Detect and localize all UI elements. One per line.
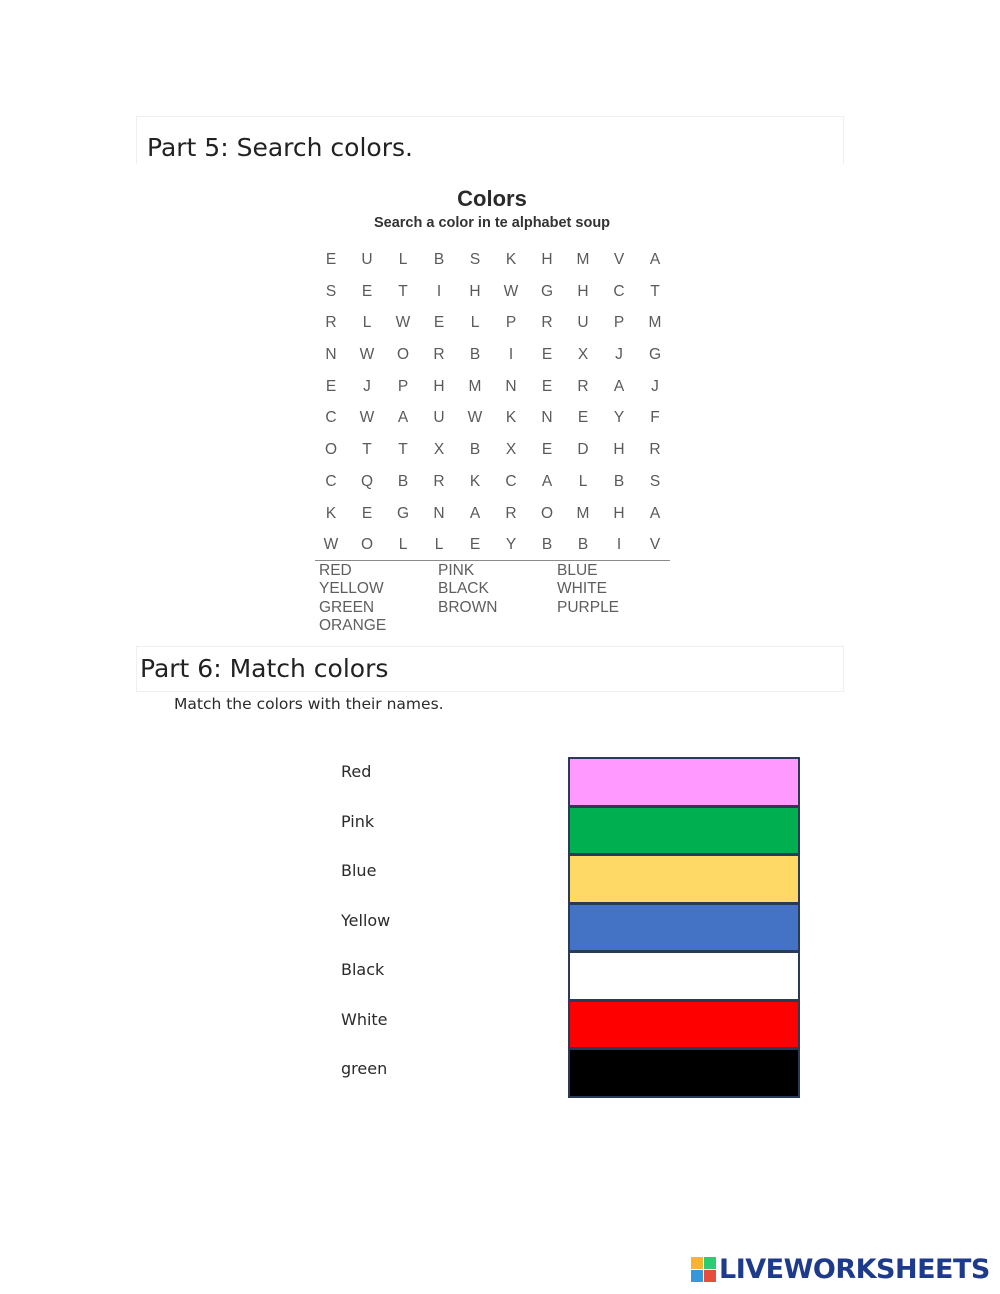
color-swatch[interactable] <box>568 757 800 807</box>
grid-letter: L <box>398 536 408 554</box>
grid-row <box>313 531 673 563</box>
grid-letter: K <box>325 504 337 522</box>
grid-letter: W <box>359 409 375 427</box>
grid-row <box>313 436 673 468</box>
color-name-blue[interactable]: Blue <box>341 861 377 880</box>
color-name-green[interactable]: green <box>341 1059 388 1078</box>
grid-letter: P <box>397 377 409 395</box>
liveworksheets-logo-icon <box>691 1257 717 1283</box>
grid-letter: T <box>362 441 372 459</box>
grid-letter: I <box>436 282 442 300</box>
wordsearch-title: Colors <box>457 186 527 211</box>
grid-letter: T <box>398 441 408 459</box>
grid-letter: L <box>398 251 408 268</box>
grid-letter: A <box>649 504 661 522</box>
word-item: ORANGE <box>319 616 387 634</box>
grid-letter: E <box>361 504 373 522</box>
word-item: PURPLE <box>557 598 620 616</box>
grid-letter: L <box>362 314 372 332</box>
grid-letter: H <box>613 441 625 459</box>
grid-letter: P <box>613 314 625 332</box>
grid-letter: S <box>325 282 337 300</box>
grid-row <box>313 278 673 310</box>
grid-letter: U <box>361 251 373 268</box>
grid-letter: M <box>576 251 590 268</box>
grid-letter: L <box>470 314 480 332</box>
grid-letter: W <box>359 346 375 364</box>
grid-row <box>313 246 673 278</box>
grid-letter: G <box>396 504 410 522</box>
color-swatch[interactable] <box>568 1048 800 1098</box>
grid-letter: E <box>433 314 445 332</box>
wordsearch-word-list <box>319 562 679 636</box>
color-name-pink[interactable]: Pink <box>341 811 375 831</box>
grid-letter: H <box>433 377 445 395</box>
word-item: BLUE <box>557 562 598 579</box>
grid-letter: N <box>541 409 553 427</box>
grid-letter: R <box>433 346 445 364</box>
grid-letter: I <box>616 536 622 554</box>
grid-letter: D <box>577 441 589 459</box>
grid-letter: K <box>505 409 517 427</box>
grid-letter: J <box>363 377 371 395</box>
grid-letter: A <box>469 504 481 522</box>
word-column <box>557 562 676 636</box>
grid-row <box>313 373 673 405</box>
color-swatch[interactable] <box>568 903 800 953</box>
grid-letter: W <box>323 536 339 554</box>
grid-letter: E <box>325 251 337 268</box>
grid-letter: B <box>397 472 409 490</box>
word-item: GREEN <box>319 598 375 616</box>
grid-letter: Q <box>360 472 374 490</box>
word-item: RED <box>319 562 352 579</box>
grid-letter: H <box>541 251 553 268</box>
logo-square <box>691 1270 703 1282</box>
grid-letter: A <box>541 472 553 490</box>
grid-letter: X <box>505 441 517 459</box>
grid-letter: S <box>469 251 481 268</box>
grid-letter: K <box>469 472 481 490</box>
color-name-white[interactable]: White <box>341 1009 388 1029</box>
part5-heading-text: Part 5: Search colors. <box>147 133 413 162</box>
color-swatch-list <box>568 758 800 1098</box>
grid-letter: B <box>613 472 625 490</box>
grid-row <box>313 404 673 436</box>
grid-letter: R <box>325 314 337 332</box>
grid-letter: I <box>508 346 514 364</box>
grid-letter: C <box>325 472 337 490</box>
grid-letter: U <box>577 314 589 332</box>
liveworksheets-brand[interactable] <box>691 1254 990 1285</box>
grid-letter: E <box>541 441 553 459</box>
grid-letter: X <box>577 346 589 364</box>
logo-square <box>704 1257 716 1269</box>
grid-letter: R <box>541 314 553 332</box>
logo-square <box>704 1270 716 1282</box>
grid-letter: B <box>433 251 445 268</box>
grid-letter: W <box>503 282 519 300</box>
grid-letter: N <box>505 377 517 395</box>
color-name-list <box>341 760 390 1107</box>
grid-letter: F <box>650 409 660 427</box>
grid-letter: M <box>648 314 662 332</box>
grid-letter: K <box>505 251 517 268</box>
grid-letter: A <box>613 377 625 395</box>
color-swatch[interactable] <box>568 854 800 904</box>
grid-letter: J <box>651 377 659 395</box>
color-swatch[interactable] <box>568 1000 800 1050</box>
grid-letter: V <box>613 251 625 268</box>
grid-letter: A <box>649 251 661 268</box>
grid-letter: O <box>396 346 410 364</box>
grid-letter: E <box>577 409 589 427</box>
grid-letter: L <box>434 536 444 554</box>
grid-letter: U <box>433 409 445 427</box>
word-item: WHITE <box>557 580 607 598</box>
grid-row <box>313 500 673 532</box>
grid-letter: E <box>325 377 337 395</box>
grid-letter: G <box>540 282 554 300</box>
grid-letter: T <box>650 282 660 300</box>
grid-letter: C <box>613 282 625 300</box>
word-item: BROWN <box>438 598 498 616</box>
color-name-yellow[interactable]: Yellow <box>341 910 391 930</box>
part5-heading <box>136 116 844 164</box>
grid-letter: E <box>541 346 553 364</box>
grid-row <box>313 468 673 500</box>
part6-heading-text: Part 6: Match colors <box>140 654 389 683</box>
grid-letter: H <box>577 282 589 300</box>
word-item: PINK <box>438 562 475 579</box>
grid-letter: C <box>505 472 517 490</box>
match-instruction: Match the colors with their names. <box>174 695 444 713</box>
wordsearch-grid <box>313 246 673 563</box>
color-swatch[interactable] <box>568 951 800 1001</box>
wordsearch-subtitle: Search a color in te alphabet soup <box>373 215 611 231</box>
grid-letter: V <box>649 536 661 554</box>
grid-letter: R <box>649 441 661 459</box>
grid-letter: O <box>540 504 554 522</box>
grid-letter: E <box>541 377 553 395</box>
grid-letter: E <box>361 282 373 300</box>
grid-letter: B <box>541 536 553 554</box>
grid-letter: N <box>325 346 337 364</box>
grid-letter: H <box>469 282 481 300</box>
grid-letter: L <box>578 472 588 490</box>
grid-letter: O <box>324 441 338 459</box>
grid-letter: E <box>469 536 481 554</box>
grid-letter: X <box>433 441 445 459</box>
grid-letter: N <box>433 504 445 522</box>
word-column <box>319 562 438 636</box>
grid-row <box>313 341 673 373</box>
word-item: YELLOW <box>319 580 384 598</box>
wordsearch-divider <box>315 560 670 561</box>
word-item: BLACK <box>438 580 489 598</box>
grid-letter: Y <box>505 536 517 554</box>
grid-letter: B <box>577 536 589 554</box>
grid-letter: R <box>577 377 589 395</box>
logo-square <box>691 1257 703 1269</box>
word-column <box>438 562 557 636</box>
grid-letter: B <box>469 346 481 364</box>
grid-letter: W <box>395 314 411 332</box>
grid-letter: C <box>325 409 337 427</box>
grid-letter: G <box>648 346 662 364</box>
grid-letter: R <box>505 504 517 522</box>
brand-text: LIVEWORKSHEETS <box>719 1254 990 1285</box>
grid-letter: S <box>649 472 661 490</box>
grid-row <box>313 309 673 341</box>
grid-letter: Y <box>613 409 625 427</box>
color-swatch[interactable] <box>568 806 800 856</box>
grid-letter: T <box>398 282 408 300</box>
color-name-red[interactable]: Red <box>341 762 372 781</box>
grid-letter: P <box>505 314 517 332</box>
grid-letter: H <box>613 504 625 522</box>
grid-letter: M <box>468 377 482 395</box>
grid-letter: O <box>360 536 374 554</box>
grid-letter: J <box>615 346 623 364</box>
color-name-black[interactable]: Black <box>341 960 385 979</box>
grid-letter: R <box>433 472 445 490</box>
part6-heading <box>136 646 844 692</box>
grid-letter: M <box>576 504 590 522</box>
grid-letter: A <box>397 409 409 427</box>
grid-letter: B <box>469 441 481 459</box>
grid-letter: W <box>467 409 483 427</box>
